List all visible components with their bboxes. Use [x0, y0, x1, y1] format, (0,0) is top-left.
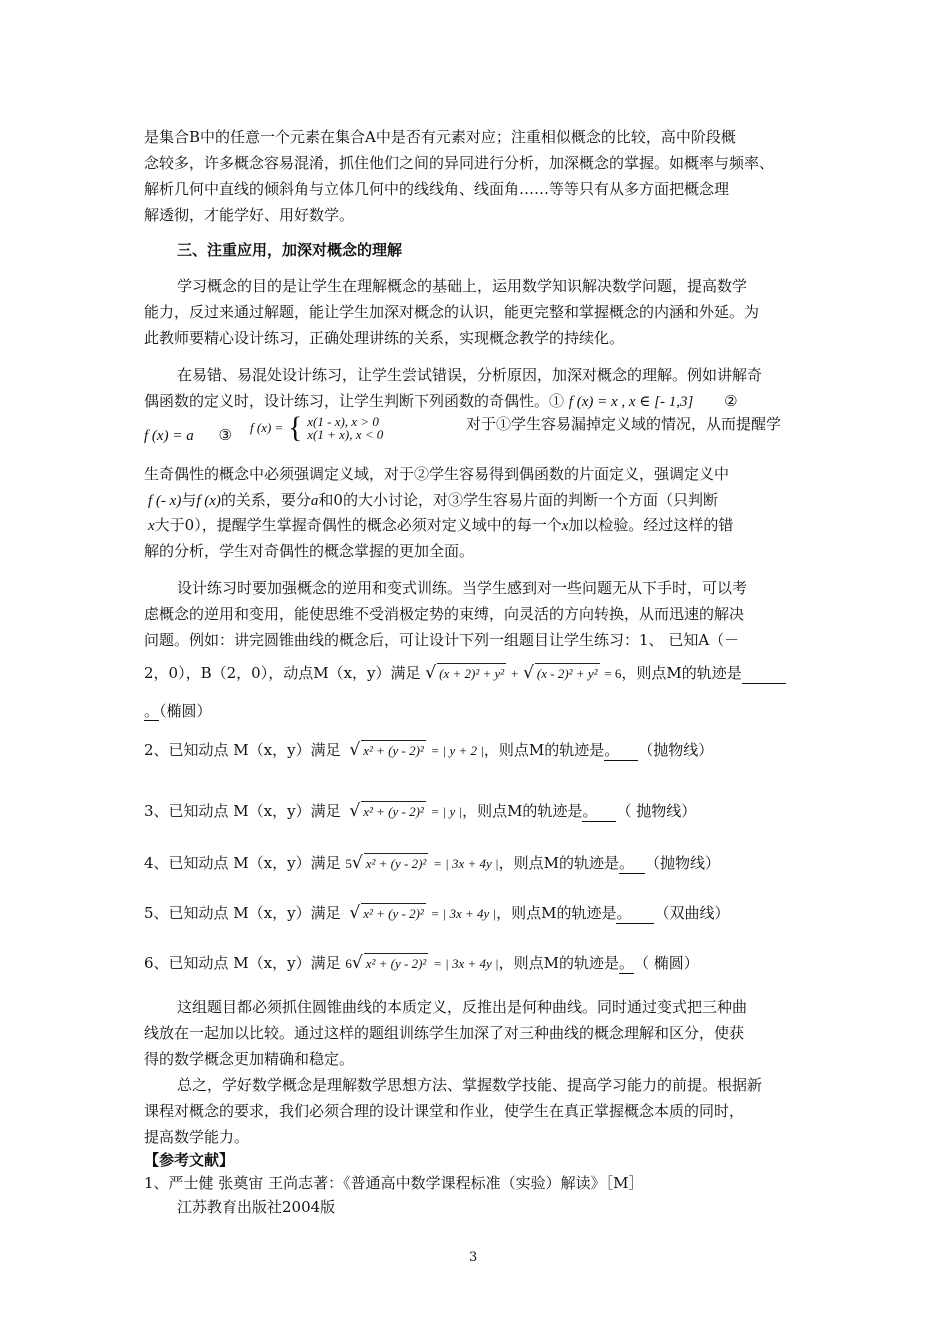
coefficient: 5: [345, 856, 352, 871]
paragraph-line: 学习概念的目的是让学生在理解概念的基础上，运用数学知识解决数学问题，提高数学: [177, 277, 748, 295]
reference-item-continued: 江苏教育出版社2004版: [177, 1198, 336, 1216]
paragraph-line: 念较多，许多概念容易混淆，抓住他们之间的异同进行分析，加深概念的掌握。如概率与频率、: [144, 154, 775, 172]
formula: x: [561, 518, 569, 534]
text: 大于0），提醒学生掌握奇偶性的概念必须对定义域中的每一个: [154, 516, 562, 534]
paragraph-line: 这组题目都必须抓住圆锥曲线的本质定义，反推出是何种曲线。同时通过变式把三种曲: [177, 998, 748, 1016]
radicand: x² + (y - 2)²: [364, 953, 429, 974]
case-top: x(1 - x), x > 0: [307, 414, 379, 429]
exercise-line: [144, 953, 699, 974]
answer-blank: 。: [616, 903, 654, 924]
exercise-line: [144, 853, 720, 874]
exercise-suffix: ，则点M的轨迹是: [498, 854, 619, 872]
paragraph-line: [144, 701, 212, 721]
radical-symbol: √: [349, 903, 361, 923]
paragraph-line: 总之，学好数学概念是理解数学思想方法、掌握数学技能、提高学习能力的前提。根据新: [177, 1076, 763, 1094]
item-marker: ③: [218, 426, 232, 444]
reference-item: 1、严士健 张奠宙 王尚志著：《普通高中数学课程标准（实验）解读》［M］: [144, 1174, 644, 1192]
equals-value: = 6: [604, 666, 622, 681]
paragraph-line: 解的分析，学生对奇偶性的概念掌握的更加全面。: [144, 542, 475, 560]
exercise-line: [144, 903, 730, 924]
answer-blank: 。: [604, 740, 638, 761]
answer-blank: 。: [619, 853, 645, 874]
paragraph-line: 课程对概念的要求，我们必须合理的设计课堂和作业，使学生在真正掌握概念本质的同时，: [144, 1102, 745, 1120]
references-title: 【参考文献】: [144, 1151, 235, 1169]
formula: f (- x): [148, 493, 182, 509]
answer-hint: （抛物线）: [644, 854, 720, 872]
paragraph-line: 设计练习时要加强概念的逆用和变式训练。当学生感到对一些问题无从下手时，可以考: [177, 579, 748, 597]
text: ，则点M的轨迹是: [621, 664, 742, 682]
exercise-suffix: ，则点M的轨迹是: [496, 904, 617, 922]
paragraph-line: 此教师要精心设计练习，正确处理讲练的关系，实现概念教学的持续化。: [144, 329, 625, 347]
radical-symbol: √: [349, 740, 361, 760]
paragraph-line: 线放在一起加以比较。通过这样的题组训练学生加深了对三种曲线的概念理解和区分，使获: [144, 1024, 745, 1042]
formula-2: f (x) = a: [144, 428, 194, 444]
exercise-line: [144, 740, 713, 761]
radicand: x² + (y - 2)²: [361, 801, 426, 822]
paragraph-line: 解透彻，才能学好、用好数学。: [144, 206, 355, 224]
exercise-prefix: 4、已知动点 M（x，y）满足: [144, 854, 341, 872]
coefficient: 6: [345, 956, 352, 971]
paragraph-line: [144, 391, 738, 412]
exercise-prefix: 5、已知动点 M（x，y）满足: [144, 904, 341, 922]
paragraph-line: 解析几何中直线的倾斜角与立体几何中的线线角、线面角……等等只有从多方面把概念理: [144, 180, 730, 198]
paragraph-line: 虑概念的逆用和变用，能使思维不受消极定势的束缚，向灵活的方向转换，从而迅速的解决: [144, 605, 745, 623]
piecewise-cases: [307, 415, 383, 441]
rhs: = | 3x + 4y |: [430, 906, 497, 921]
paragraph-line: [144, 663, 786, 684]
piecewise-formula: [250, 412, 383, 443]
formula: a: [310, 493, 319, 509]
paragraph-line: 得的数学概念更加精确和稳定。: [144, 1050, 355, 1068]
page-number: 3: [469, 1250, 478, 1265]
radicand: (x + 2)² + y²: [437, 663, 506, 684]
radical-symbol: √: [523, 663, 534, 683]
rhs: = | y |: [430, 804, 463, 819]
answer-blank: [742, 663, 786, 684]
exercise-suffix: ，则点M的轨迹是: [483, 741, 605, 759]
formula: f (x): [196, 493, 221, 509]
exercise-line: [144, 801, 696, 822]
piecewise-lhs: f (x) =: [250, 420, 284, 435]
paragraph-line: [148, 515, 733, 536]
answer-blank: 。: [144, 702, 160, 720]
paragraph-line: 提高数学能力。: [144, 1128, 250, 1146]
paragraph-line: 是集合B中的任意一个元素在集合A中是否有元素对应；注重相似概念的比较，高中阶段概: [144, 128, 736, 146]
plus-sign: +: [510, 666, 519, 681]
formula-1: f (x) = x , x ∈ [- 1,3]: [568, 394, 694, 410]
case-bottom: x(1 + x), x < 0: [307, 427, 384, 442]
text: 和0的大小讨论，对③学生容易片面的判断一个方面（只判断: [318, 491, 718, 509]
paragraph-line: 对于①学生容易漏掉定义域的情况，从而提醒学: [466, 415, 782, 433]
answer-hint: （抛物线）: [638, 741, 714, 759]
rhs: = | y + 2 |: [430, 743, 484, 758]
text: 2，0），B（2，0），动点M（x，y）满足: [144, 664, 421, 682]
text: 偶函数的定义时，设计练习，让学生判断下列函数的奇偶性。①: [144, 392, 565, 410]
brace-symbol: {: [288, 411, 303, 444]
paragraph-line: [144, 425, 232, 446]
paragraph-line: [148, 490, 718, 511]
radical-symbol: √: [351, 953, 363, 973]
rhs: = | 3x + 4y |: [433, 956, 499, 971]
paragraph-line: 生奇偶性的概念中必须强调定义域，对于②学生容易得到偶函数的片面定义，强调定义中: [144, 465, 730, 483]
formula: x: [148, 518, 155, 534]
exercise-prefix: 3、已知动点 M（x，y）满足: [144, 802, 341, 820]
answer-hint: （ 椭圆）: [634, 954, 699, 972]
rhs: = | 3x + 4y |: [433, 856, 499, 871]
radical-symbol: √: [425, 663, 437, 683]
text: 的关系，要分: [220, 491, 311, 509]
answer-blank: 。: [582, 801, 616, 822]
answer-hint: （椭圆）: [159, 702, 212, 720]
exercise-prefix: 6、已知动点 M（x，y）满足: [144, 954, 341, 972]
paragraph-line: 能力，反过来通过解题，能让学生加深对概念的认识，能更完整和掌握概念的内涵和外延。为: [144, 303, 760, 321]
radicand: (x - 2)² + y²: [535, 663, 600, 684]
exercise-prefix: 2、已知动点 M（x，y）满足: [144, 741, 341, 759]
text: 与: [181, 491, 197, 509]
paragraph-line: 在易错、易混处设计练习，让学生尝试错误，分析原因，加深对概念的理解。例如讲解奇: [177, 366, 763, 384]
text: 加以检验。经过这样的错: [568, 516, 734, 534]
paragraph-line: 问题。例如：讲完圆锥曲线的概念后，可让设计下列一组题目让学生练习：1、 已知A（－: [144, 631, 740, 649]
item-marker: ②: [724, 392, 738, 410]
radicand: x² + (y - 2)²: [361, 740, 426, 761]
answer-hint: （双曲线）: [654, 904, 730, 922]
radicand: x² + (y - 2)²: [361, 903, 426, 924]
answer-blank: 。: [618, 954, 634, 972]
section-heading: 三、注重应用，加深对概念的理解: [177, 241, 403, 259]
exercise-suffix: ，则点M的轨迹是: [498, 954, 619, 972]
answer-hint: （ 抛物线）: [616, 802, 697, 820]
exercise-suffix: ，则点M的轨迹是: [462, 802, 583, 820]
radical-symbol: √: [351, 853, 363, 873]
radicand: x² + (y - 2)²: [364, 853, 429, 874]
radical-symbol: √: [349, 801, 361, 821]
